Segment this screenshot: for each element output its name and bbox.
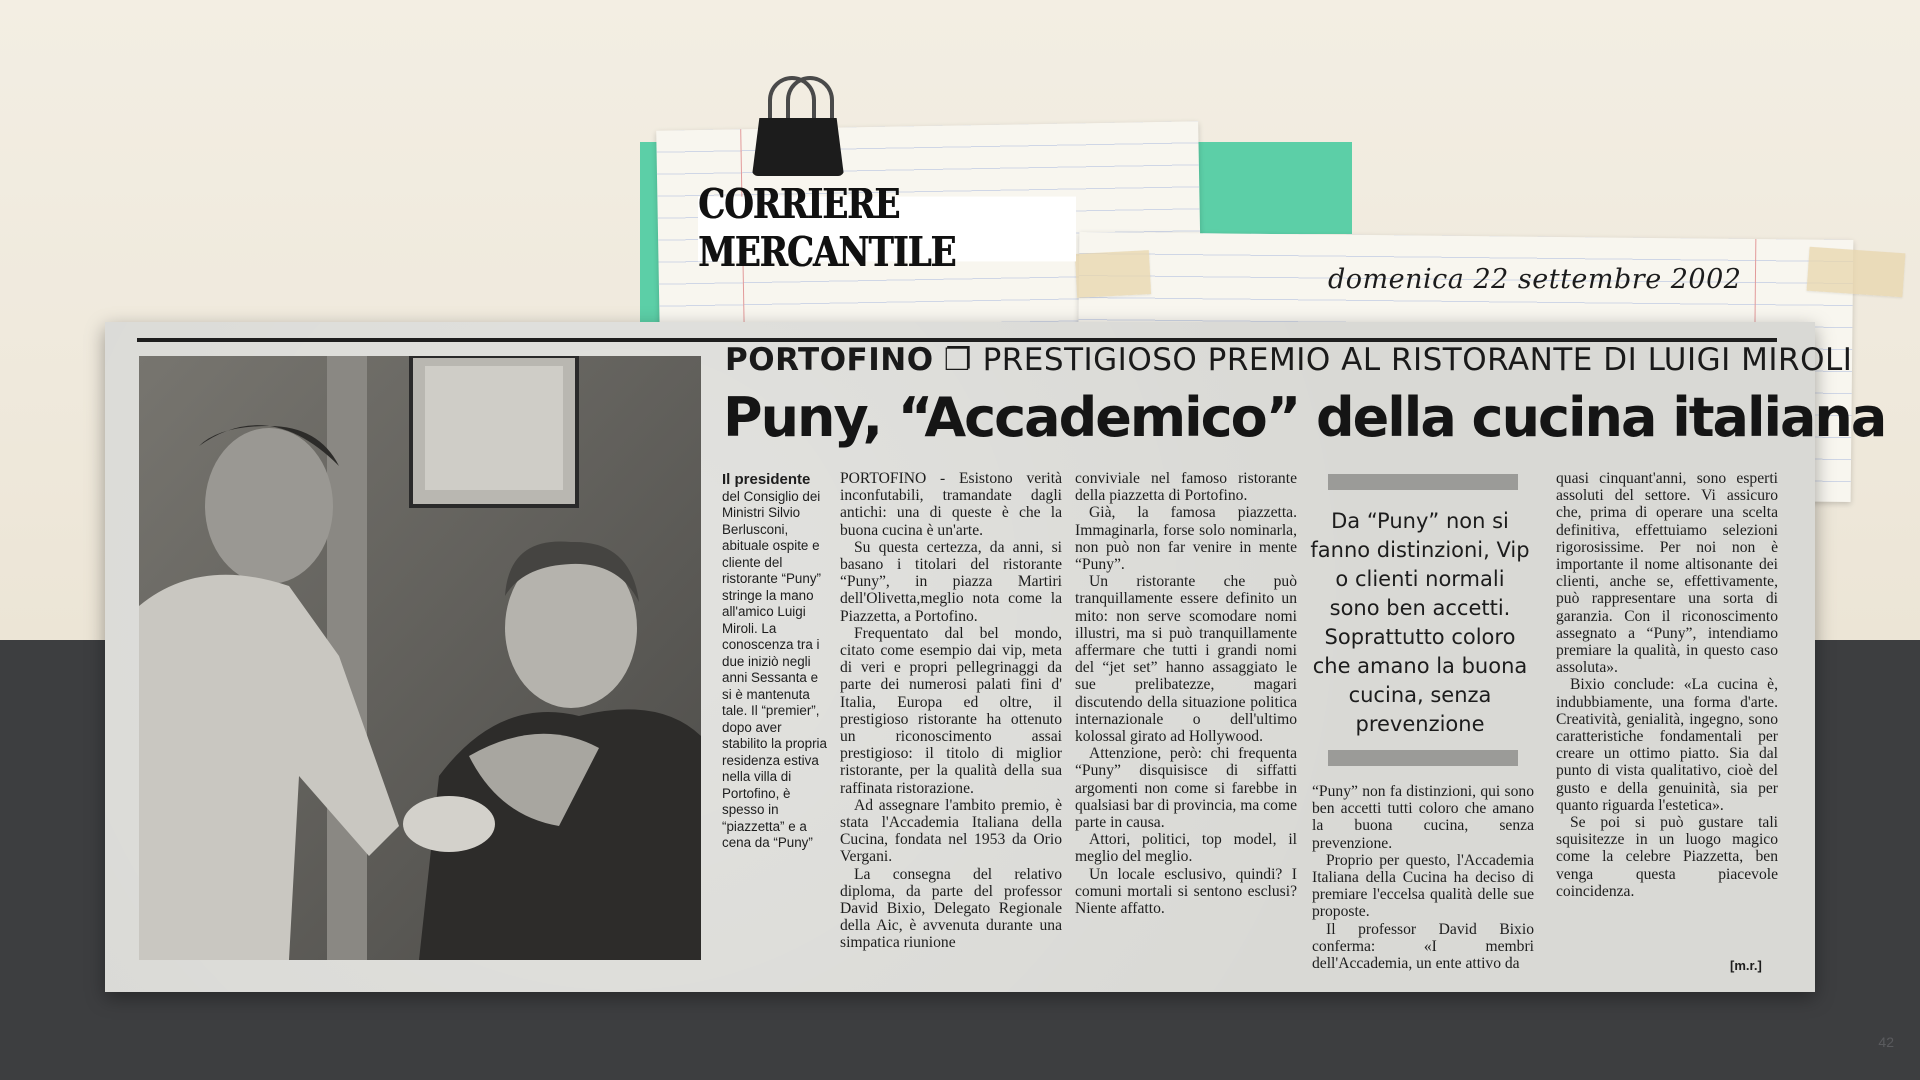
article-column-2 (1075, 470, 1297, 917)
caption-text: del Consiglio dei Ministri Silvio Berlusconi, abituale ospite e cliente del ristorante “Puny” stringe la mano all'amico Luigi Miroli. La conoscenza tra i due iniziò negli anni Sessanta e si è mantenuta tale. Il “premier”, dopo aver stabilito la propria residenza estiva nella villa di Portofino, è spesso in “piazzetta” e a cena da “Puny” (722, 488, 827, 850)
column-paragraph: PORTOFINO - Esistono verità inconfutabili, tramandate dagli antichi: una di queste è che la buona cucina è un'arte. (840, 470, 1062, 539)
column-paragraph: Già, la famosa piazzetta. Immaginarla, forse solo nominarla, non può non far venire in mente “Puny”. (1075, 504, 1297, 574)
teal-tab-right (1196, 142, 1352, 234)
column-paragraph: Un locale esclusivo, quindi? I comuni mortali si sentono esclusi? Niente affatto. (1075, 865, 1297, 918)
column-paragraph: Bixio conclude: «La cucina è, indubbiamente, una forma d'arte. Creatività, genialità, ingegno, sono caratteristiche fondamentali per creare un ottimo piatto. Sia dal punto di vista qualitativo, cioè del gusto e della genuinità, sia per quanto riguarda l'estetica». (1556, 676, 1778, 814)
tape-left (1075, 250, 1151, 298)
pull-quote-bar-bottom (1328, 750, 1518, 766)
pull-quote: Da “Puny” non si fanno distinzioni, Vip o clienti normali sono ben accetti. Soprattutto coloro che amano la buona cucina, senza prevenzione (1310, 509, 1530, 736)
binder-clip-icon (752, 118, 844, 176)
column-paragraph: Attenzione, però: chi frequenta “Puny” disquisisce di siffatti argomenti non come si farebbe in qualsiasi bar di provincia, ma come parte in causa. (1075, 745, 1297, 832)
tape-right (1807, 247, 1906, 298)
publication-date: domenica 22 settembre 2002 (1328, 264, 1742, 295)
kicker-location: PORTOFINO (725, 342, 934, 378)
article-column-1 (840, 470, 1062, 952)
kicker-text: PRESTIGIOSO PREMIO AL RISTORANTE DI LUIGI MIROLI (982, 342, 1853, 378)
column-paragraph: Un ristorante che può tranquillamente essere definito un mito: non serve scomodare nomi illustri, ma si può tranquillamente affermare che tutti i grandi nomi del “jet set” hanno assaggiato le sue prelibatezze, magari discutendo della situazione politica internazionale o dell'ultimo kolossal girato ad Hollywood. (1075, 573, 1297, 746)
article-headline: Puny, “Accademico” della cucina italiana (723, 386, 1886, 449)
article-kicker (725, 342, 1852, 378)
column-paragraph: Attori, politici, top model, il meglio del meglio. (1075, 831, 1297, 866)
kicker-box-icon: ❐ (943, 342, 973, 378)
column-paragraph: Il professor David Bixio conferma: «I membri dell'Accademia, un ente attivo da (1312, 920, 1534, 973)
column-paragraph: “Puny” non fa distinzioni, qui sono ben accetti tutti coloro che amano la buona cucina, senza prevenzione. (1312, 783, 1534, 852)
column-paragraph: Se poi si può gustare tali squisitezze in un luogo magico come la celebre Piazzetta, ben venga questa piacevole coincidenza. (1556, 814, 1778, 900)
photo-caption (722, 472, 828, 852)
column-paragraph: quasi cinquant'anni, sono esperti assoluti del settore. Vi assicuro che, prima di operare una scelta definitiva, effettuiamo selezioni rigorosissime. Per noi non è importante il nome altisonante dei clienti, anche se, effettivamente, può rappresentare una sorta di garanzia. Con il riconoscimento assegnato a “Puny”, intendiamo premiare la qualità, in questo caso assoluta». (1556, 470, 1778, 677)
article-column-4 (1556, 470, 1778, 900)
article-photo (139, 356, 701, 960)
column-paragraph: Ad assegnare l'ambito premio, è stata l'Accademia Italiana della Cucina, fondata nel 1953 da Orio Vergani. (840, 796, 1062, 866)
column-paragraph: Su questa certezza, da anni, si basano i titolari del ristorante “Puny”, in piazza Martiri dell'Olivetta,meglio nota come la Piazzetta, a Portofino. (840, 538, 1062, 625)
column-paragraph: La consegna del relativo diploma, da parte del professor David Bixio, Delegato Regionale della Aic, è avvenuta durante una simpatica riunione (840, 865, 1062, 952)
column-paragraph: Frequentato dal bel mondo, citato come esempio dai vip, meta di veri e propri pellegrinaggi da parte dei numerosi palati fini d' Italia, Europa ed oltre, il prestigioso ristorante ha ottenuto un riconoscimento assai prestigioso: il titolo di miglior ristorante, per la qualità della sua raffinata ristorazione. (840, 624, 1062, 797)
photo-illustration (139, 356, 701, 960)
pull-quote-bar-top (1328, 474, 1518, 490)
newspaper-masthead: CORRIERE MERCANTILE (698, 197, 1076, 262)
column-paragraph: conviviale nel famoso ristorante della piazzetta di Portofino. (1075, 470, 1297, 505)
article-column-3 (1312, 783, 1534, 972)
page-number: 42 (1878, 1034, 1894, 1050)
caption-lead: Il presidente (722, 471, 811, 488)
newspaper-clipping (105, 322, 1886, 992)
column-paragraph: Proprio per questo, l'Accademia Italiana della Cucina ha deciso di premiare l'eccelsa qualità delle sue proposte. (1312, 851, 1534, 921)
article-signature: [m.r.] (1730, 958, 1762, 973)
